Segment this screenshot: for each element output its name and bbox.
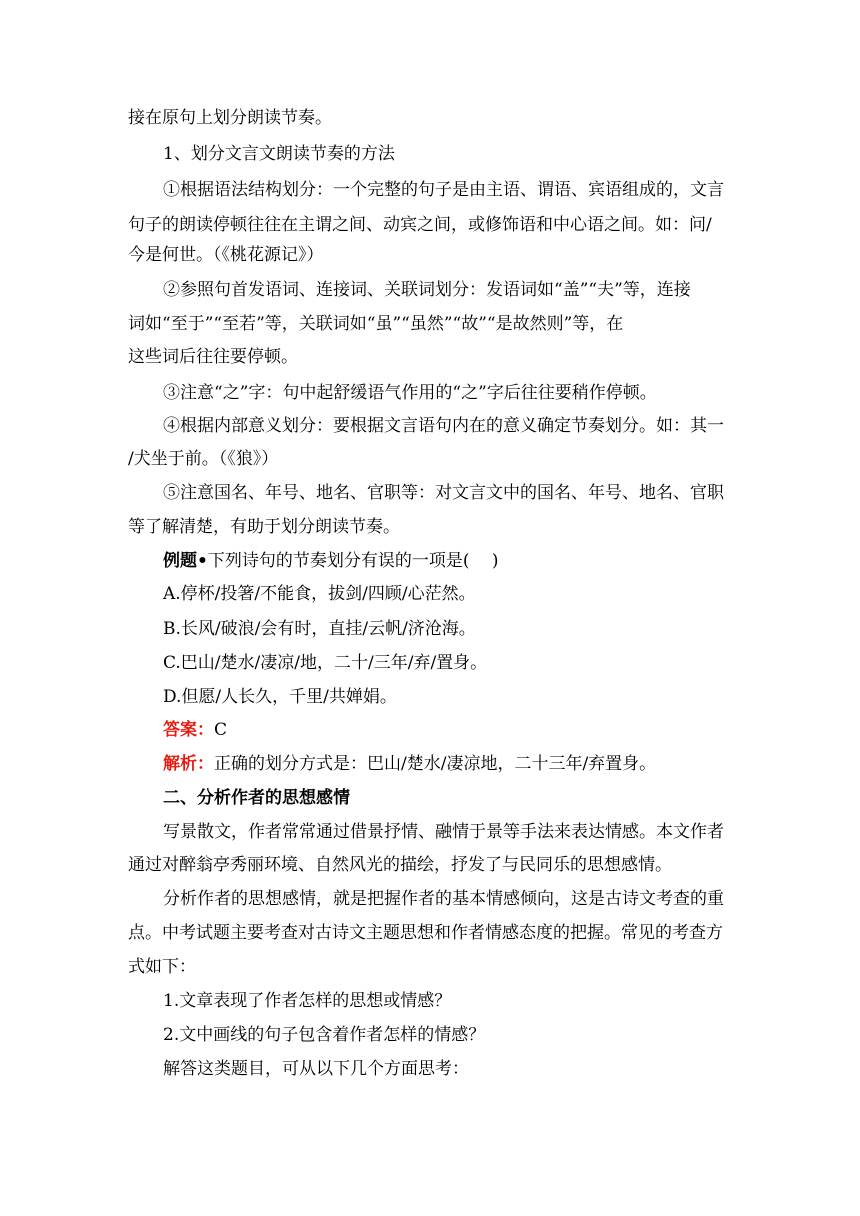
- option-c: C.巴山/楚水/凄凉/地，二十/三年/弃/置身。: [163, 653, 488, 673]
- answer-label: 答案：: [163, 720, 214, 740]
- paragraph-intro-tail: 接在原句上划分朗读节奏。: [128, 108, 332, 128]
- method-2-line-1: ②参照句首发语词、连接词、关联词划分：发语词如“盖”“夫”等，连接: [163, 280, 691, 300]
- analysis-label: 解析：: [163, 754, 214, 774]
- answer-line: [163, 718, 227, 742]
- method-5-line-2: 等了解清楚，有助于划分朗读节奏。: [128, 517, 400, 537]
- analysis-text: 正确的划分方式是：巴山/楚水/凄凉地，二十三年/弃置身。: [214, 754, 657, 774]
- example-question: [163, 549, 499, 573]
- method-3: ③注意“之”字：句中起舒缓语气作用的“之”字后往往要稍作停顿。: [163, 383, 657, 403]
- question-1: 1.文章表现了作者怎样的思想或情感？: [163, 991, 452, 1011]
- section-2-p2-line-2: 点。中考试题主要考查对古诗文主题思想和作者情感态度的把握。常见的考查方: [128, 923, 723, 943]
- section-2-p1-line-1: 写景散文，作者常常通过借景抒情、融情于景等手法来表达情感。本文作者: [163, 822, 724, 842]
- method-2-line-3: 这些词后往往要停顿。: [128, 347, 298, 367]
- method-1-line-2: 句子的朗读停顿往往在主谓之间、动宾之间，或修饰语和中心语之间。如：问/: [128, 215, 712, 235]
- option-b: B.长风/破浪/会有时，直挂/云帆/济沧海。: [163, 619, 476, 639]
- method-5-line-1: ⑤注意国名、年号、地名、官职等：对文言文中的国名、年号、地名、官职: [163, 483, 724, 503]
- method-1-line-3: 今是何世。（《桃花源记》）: [128, 245, 324, 265]
- method-2-line-2: 词如“至于”“至若”等，关联词如“虽”“虽然”“故”“是故然则”等，在: [128, 314, 624, 334]
- option-d: D.但愿/人长久，千里/共婵娟。: [163, 687, 397, 707]
- example-label: 例题•: [163, 551, 208, 571]
- section-2-p2-line-1: 分析作者的思想感情，就是把握作者的基本情感倾向，这是古诗文考查的重: [163, 889, 724, 909]
- section-2-heading: 二、分析作者的思想感情: [163, 788, 350, 808]
- method-4-line-1: ④根据内部意义划分：要根据文言语句内在的意义确定节奏划分。如：其一: [163, 416, 724, 436]
- analysis-line: [163, 752, 656, 776]
- example-question-text: 下列诗句的节奏划分有误的一项是( ): [207, 551, 499, 571]
- method-heading: 1、划分文言文朗读节奏的方法: [163, 144, 395, 164]
- closing-line: 解答这类题目，可从以下几个方面思考：: [163, 1059, 469, 1079]
- answer-value: C: [214, 720, 228, 740]
- section-2-p2-line-3: 式如下：: [128, 957, 196, 977]
- method-1-line-1: ①根据语法结构划分：一个完整的句子是由主语、谓语、宾语组成的，文言: [163, 180, 724, 200]
- method-4-line-2: /犬坐于前。（《狼》）: [128, 449, 279, 469]
- option-a: A.停杯/投箸/不能食，拔剑/四顾/心茫然。: [163, 584, 476, 604]
- question-2: 2.文中画线的句子包含着作者怎样的情感？: [163, 1025, 486, 1045]
- section-2-p1-line-2: 通过对醉翁亭秀丽环境、自然风光的描绘，抒发了与民同乐的思想感情。: [128, 855, 672, 875]
